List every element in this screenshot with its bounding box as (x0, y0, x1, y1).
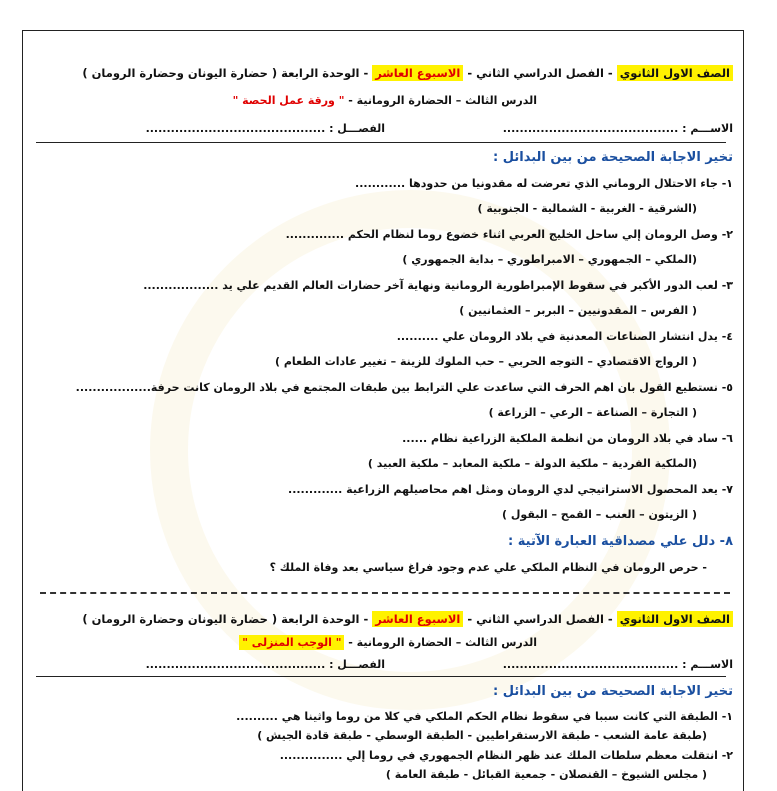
question-1: ١- جاء الاحتلال الروماني الذي تعرضت له مقدونيا من حدودها ............ (355, 177, 733, 190)
section-title-justify: ٨- دلل علي مصداقية العبارة الآتية : (508, 534, 733, 549)
lesson-line-2 (239, 636, 537, 649)
options-1: (الشرقية - الغربية - الشمالية - الجنوبية ) (477, 202, 697, 215)
homework-title: " الوجب المنزلى " (239, 635, 344, 650)
name-field-2[interactable]: الاســـم : .......................................... (502, 658, 733, 671)
question-4: ٤- يدل انتشار الصناعات المعدنية في بلاد الرومان علي .......... (396, 330, 733, 343)
options-6: (الملكية الفردية – ملكية الدولة – ملكية المعابد – ملكية العبيد ) (367, 457, 697, 470)
question-5: ٥- نستطيع القول بان اهم الحرف التي ساعدت علي الترابط بين طبقات المجتمع في بلاد الرومان كانت حرفة.................. (75, 381, 733, 394)
question-3: ٣- لعب الدور الأكبر في سقوط الإمبراطورية الرومانية ونهاية آخر حضارات العالم القديم علي يد .................. (143, 279, 733, 292)
question-7: ٧- يعد المحصول الاستراتيجي لدي الرومان ومثل اهم محاصيلهم الزراعية ............. (288, 483, 733, 496)
options-3: ( الفرس – المقدونيين – البربر – العثمانيين ) (459, 304, 697, 317)
sheet-title: " ورقة عمل الحصة " (232, 94, 345, 107)
justify-statement: - حرص الرومان في النظام الملكي علي عدم وجود فراغ سياسي بعد وفاة الملك ؟ (269, 561, 707, 574)
question-6: ٦- ساد في بلاد الرومان من انظمة الملكية الزراعية نظام ...... (402, 432, 733, 445)
semester-label-2: - الفصل الدراسي الثاني - (463, 612, 617, 626)
week-label-2: الاسبوع العاشر (372, 611, 463, 627)
class-field-2[interactable]: الفصـــل : ........................................... (145, 658, 386, 671)
section-title-choose: تخير الاجابة الصحيحة من بين البدائل : (493, 150, 733, 165)
grade-label-2: الصف الاول الثانوي (617, 611, 733, 627)
name-class-line (146, 122, 733, 135)
hw-question-2: ٢- انتقلت معظم سلطات الملك عند ظهر النظام الجمهوري في روما إلي ............... (279, 749, 733, 762)
options-2: (الملكي – الجمهوري – الامبراطوري – بداية الجمهوري ) (402, 253, 697, 266)
name-class-line-2 (146, 658, 733, 671)
question-2: ٢- وصل الرومان إلي ساحل الخليج العربي اثناء خضوع روما لنظام الحكم .............. (285, 228, 733, 241)
ministry-seal-watermark (150, 190, 670, 710)
hw-options-1: (طبقة عامة الشعب - طبقة الارستقراطيين - الطبقة الوسطي - طبقة قادة الجيش ) (257, 729, 707, 742)
hw-options-2: ( مجلس الشيوخ – القنصلان - جمعية القبائل - طبقة العامة ) (385, 768, 707, 781)
divider (36, 142, 726, 143)
unit-label-2: - الوحدة الرابعة ( حضارة اليونان وحضارة الرومان ) (82, 612, 373, 626)
hw-question-1: ١- الطبقة التي كانت سببا في سقوط نظام الحكم الملكي في كلا من روما واثينا هي .......... (236, 710, 733, 723)
cut-line (40, 592, 730, 594)
options-7: ( الزيتون – العنب – القمح – البقول ) (502, 508, 697, 521)
unit-label: - الوحدة الرابعة ( حضارة اليونان وحضارة الرومان ) (82, 66, 373, 80)
grade-label: الصف الاول الثانوي (617, 65, 733, 81)
week-label: الاسبوع العاشر (372, 65, 463, 81)
name-field[interactable]: الاســـم : .......................................... (502, 122, 733, 135)
semester-label: - الفصل الدراسي الثاني - (463, 66, 617, 80)
divider-2 (36, 676, 726, 677)
lesson-label-2: الدرس الثالث – الحضارة الرومانية - (344, 636, 537, 649)
options-4: ( الرواج الاقتصادي – التوجه الحربي – حب الملوك للزينة – تغيير عادات الطعام ) (275, 355, 697, 368)
class-field[interactable]: الفصـــل : ........................................... (145, 122, 386, 135)
lesson-line (233, 94, 537, 107)
options-5: ( التجارة – الصناعة – الرعي – الزراعة ) (488, 406, 697, 419)
lesson-label: الدرس الثالث – الحضارة الرومانية - (344, 94, 537, 107)
header-line-2 (82, 612, 733, 626)
header-line-1 (82, 66, 733, 80)
section-title-choose-2: تخير الاجابة الصحيحة من بين البدائل : (493, 684, 733, 699)
